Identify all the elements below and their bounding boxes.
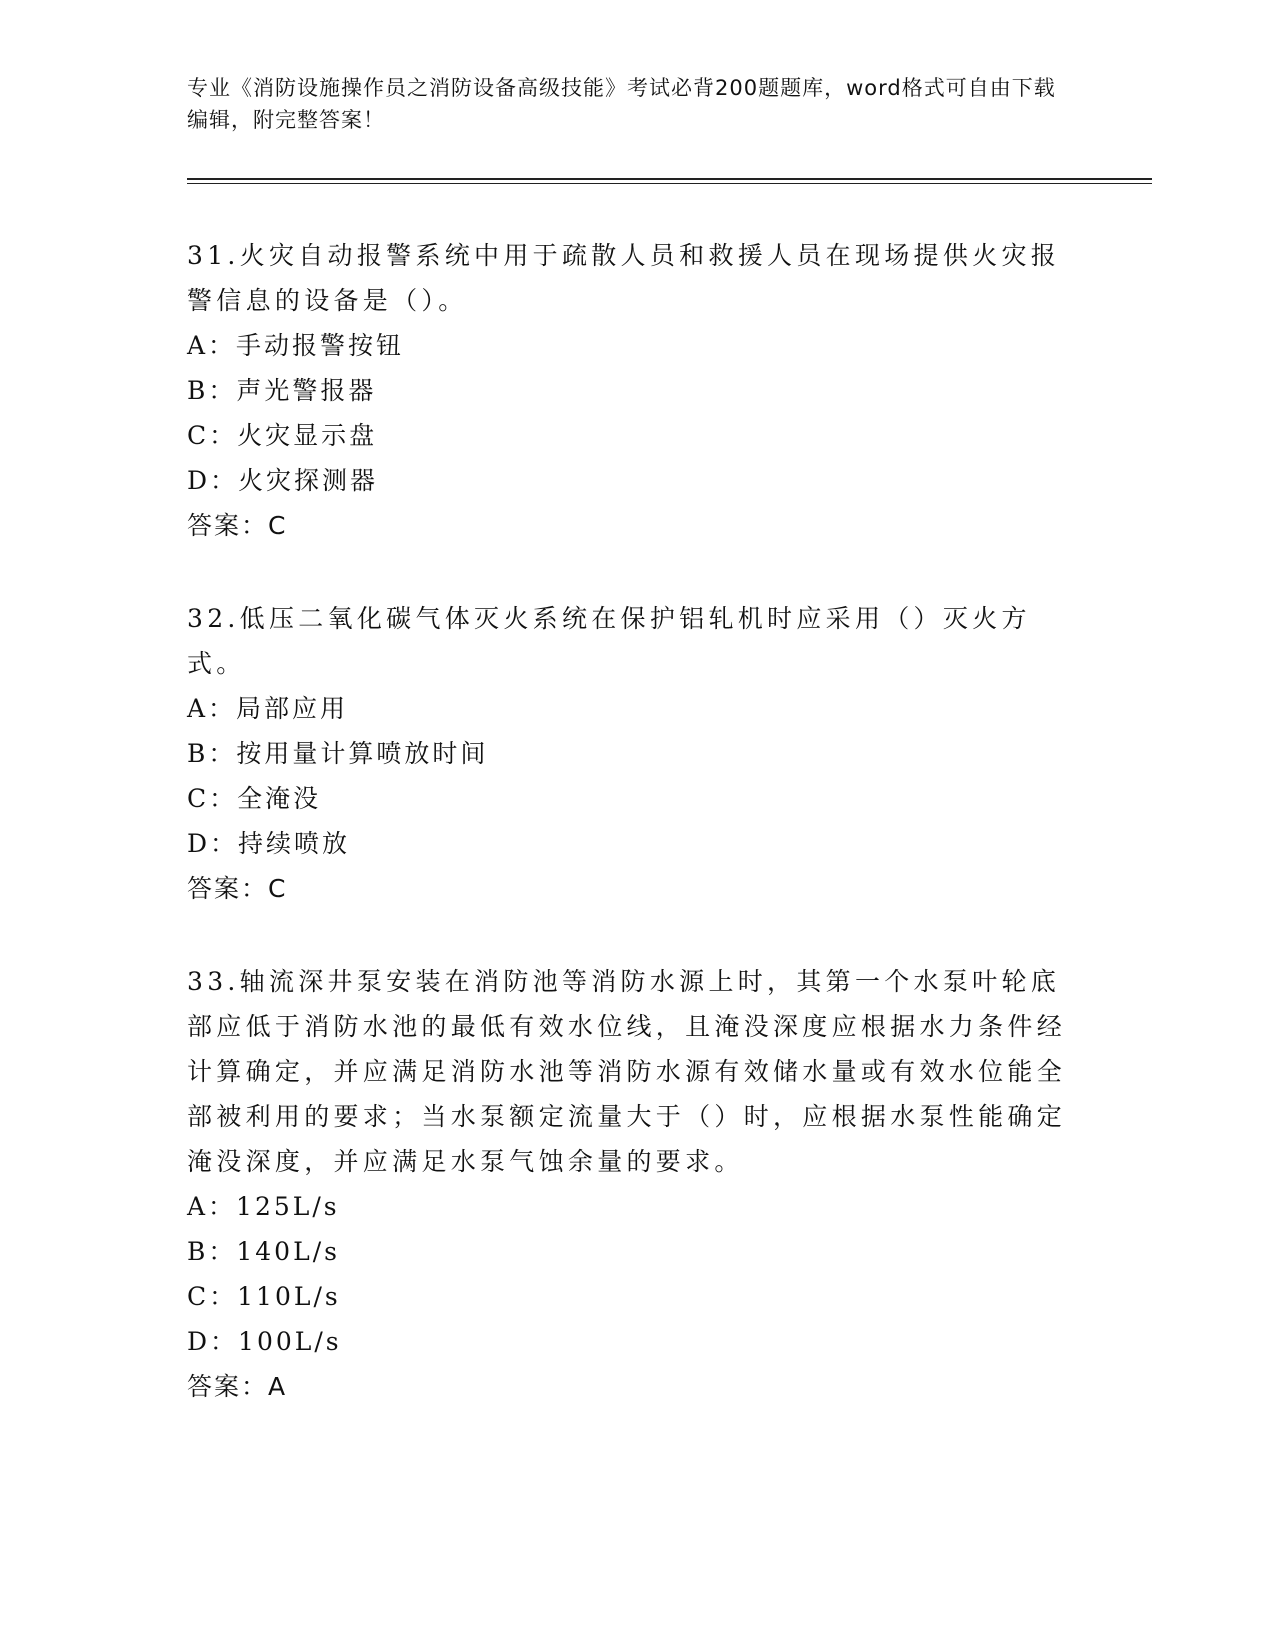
header-divider-thin: [187, 183, 1152, 184]
question-32: [187, 596, 1087, 911]
option-d: D：持续喷放: [187, 829, 351, 858]
document-header: [187, 72, 1067, 136]
option-b: B：声光警报器: [187, 376, 377, 405]
option-c: C：110L/s: [187, 1282, 341, 1311]
option-b: B：按用量计算喷放时间: [187, 739, 489, 768]
option-a: A：手动报警按钮: [187, 331, 405, 360]
option-a: A：125L/s: [187, 1192, 340, 1221]
option-c: C：火灾显示盘: [187, 421, 378, 450]
answer-line: 答案：C: [187, 511, 288, 540]
question-text: 32.低压二氧化碳气体灭火系统在保护铝轧机时应采用（）灭火方式。: [187, 604, 1031, 678]
question-list: [187, 233, 1087, 1457]
answer-line: 答案：C: [187, 874, 288, 903]
question-text: 31.火灾自动报警系统中用于疏散人员和救援人员在现场提供火灾报警信息的设备是（）。: [187, 241, 1061, 315]
question-31: [187, 233, 1087, 548]
answer-line: 答案：A: [187, 1372, 288, 1401]
option-d: D：100L/s: [187, 1327, 342, 1356]
header-divider-thick: [187, 178, 1152, 180]
header-text: 专业《消防设施操作员之消防设备高级技能》考试必背200题题库，word格式可自由下载编辑，附完整答案！: [187, 76, 1056, 132]
option-a: A：局部应用: [187, 694, 349, 723]
option-c: C：全淹没: [187, 784, 322, 813]
question-33: [187, 959, 1087, 1409]
question-text: 33.轴流深井泵安装在消防池等消防水源上时，其第一个水泵叶轮底部应低于消防水池的最低有效水位线，且淹没深度应根据水力条件经计算确定，并应满足消防水池等消防水源有效储水量或有效水位能全部被利用的要求；当水泵额定流量大于（）时，应根据水泵性能确定淹没深度，并应满足水泵气蚀余量的要求。: [187, 967, 1067, 1176]
option-b: B：140L/s: [187, 1237, 340, 1266]
option-d: D：火灾探测器: [187, 466, 379, 495]
